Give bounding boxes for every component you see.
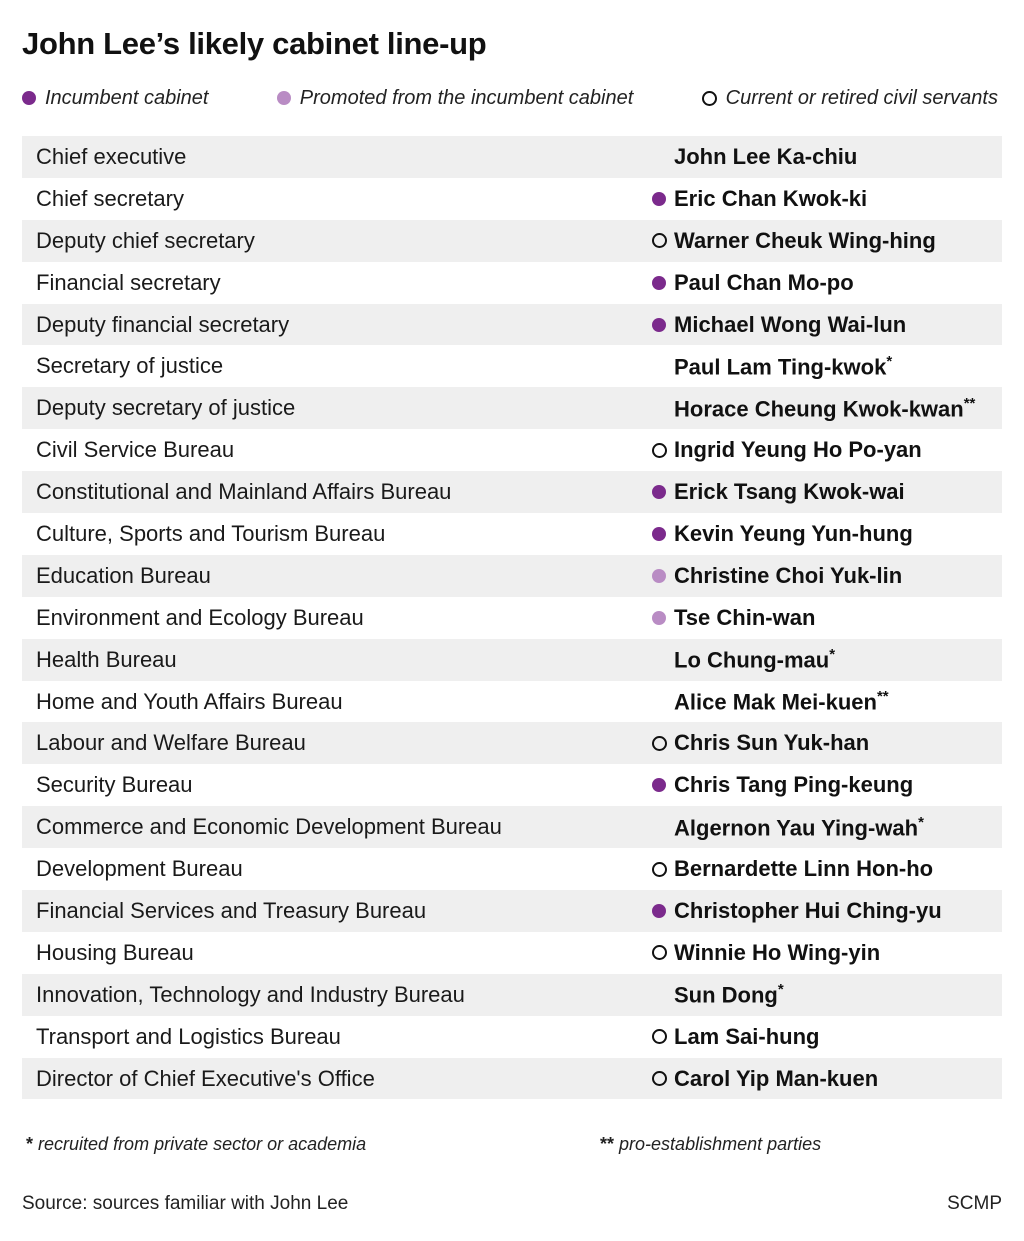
appointee-name-text: Christopher Hui Ching-yu bbox=[674, 897, 942, 923]
hollow-circle-icon bbox=[702, 91, 717, 106]
appointee-name bbox=[674, 814, 924, 841]
footnote-single-asterisk: * bbox=[26, 1134, 34, 1154]
status-marker bbox=[652, 1029, 674, 1044]
appointee-name bbox=[674, 312, 906, 338]
appointee-name bbox=[674, 981, 784, 1008]
appointee-name-text: John Lee Ka-chiu bbox=[674, 143, 858, 169]
legend-label-promoted: Promoted from the incumbent cabinet bbox=[299, 86, 634, 109]
appointee-name-text: Paul Lam Ting-kwok bbox=[674, 354, 887, 380]
table-row bbox=[22, 932, 1002, 974]
role-label: Housing Bureau bbox=[36, 939, 194, 965]
appointee-name bbox=[674, 1024, 819, 1050]
footnote-pro-establishment bbox=[600, 1134, 821, 1155]
table-row bbox=[22, 848, 1002, 890]
light-purple-dot-icon bbox=[277, 91, 291, 105]
appointee-name-text: Lo Chung-mau bbox=[674, 647, 830, 673]
status-marker bbox=[652, 443, 674, 458]
appointee-name-text: Lam Sai-hung bbox=[674, 1023, 820, 1049]
appointee-name bbox=[674, 521, 913, 547]
table-row bbox=[22, 471, 1002, 513]
role-label: Labour and Welfare Bureau bbox=[36, 730, 306, 756]
footnote-marker: * bbox=[777, 981, 784, 999]
footnote-marker: * bbox=[918, 813, 924, 831]
status-marker bbox=[652, 485, 674, 499]
appointee-name bbox=[674, 605, 815, 631]
appointee-name-text: Christine Choi Yuk-lin bbox=[674, 562, 903, 588]
appointee-name bbox=[674, 646, 835, 673]
appointee-name-text: Carol Yip Man-kuen bbox=[674, 1065, 879, 1091]
appointee-name-text: Winnie Ho Wing-yin bbox=[674, 939, 881, 965]
role-label: Financial Services and Treasury Bureau bbox=[36, 897, 427, 923]
appointee-name bbox=[674, 353, 892, 380]
role-label: Innovation, Technology and Industry Bureau bbox=[36, 981, 465, 1007]
status-marker bbox=[652, 862, 674, 877]
appointee-name bbox=[674, 856, 933, 882]
table-row bbox=[22, 639, 1002, 681]
legend-label-civil-servants: Current or retired civil servants bbox=[725, 86, 998, 109]
appointee-name bbox=[674, 270, 854, 296]
footnote-marker: ** bbox=[876, 687, 889, 705]
footnote-double-asterisk: ** bbox=[600, 1134, 615, 1154]
appointee-name bbox=[674, 772, 913, 798]
role-label: Environment and Ecology Bureau bbox=[36, 604, 364, 630]
appointee-name-text: Kevin Yeung Yun-hung bbox=[674, 520, 913, 546]
appointee-name-text: Paul Chan Mo-po bbox=[674, 269, 854, 295]
status-marker bbox=[652, 736, 674, 751]
table-row bbox=[22, 1058, 1002, 1100]
filled-purple-dot-icon bbox=[652, 904, 666, 918]
appointee-name bbox=[674, 228, 936, 254]
table-row bbox=[22, 555, 1002, 597]
role-label: Deputy secretary of justice bbox=[36, 395, 296, 421]
filled-purple-dot-icon bbox=[652, 276, 666, 290]
hollow-circle-icon bbox=[652, 443, 667, 458]
table-row bbox=[22, 513, 1002, 555]
appointee-name bbox=[674, 479, 905, 505]
source-note: Source: sources familiar with John Lee bbox=[22, 1193, 349, 1214]
legend-item-incumbent bbox=[22, 87, 208, 110]
role-label: Constitutional and Mainland Affairs Bureau bbox=[36, 479, 452, 505]
appointee-name bbox=[674, 1066, 878, 1092]
appointee-name-text: Chris Sun Yuk-han bbox=[674, 730, 870, 756]
appointee-name-text: Bernardette Linn Hon-ho bbox=[674, 856, 934, 882]
table-row bbox=[22, 345, 1002, 387]
light-purple-dot-icon bbox=[652, 569, 666, 583]
hollow-circle-icon bbox=[652, 1029, 667, 1044]
role-label: Chief executive bbox=[36, 143, 187, 169]
footnote-single-text: recruited from private sector or academia bbox=[38, 1134, 367, 1154]
role-label: Development Bureau bbox=[36, 856, 243, 882]
appointee-name bbox=[674, 186, 867, 212]
filled-purple-dot-icon bbox=[22, 91, 36, 105]
appointee-name bbox=[674, 688, 889, 715]
status-marker bbox=[652, 778, 674, 792]
status-marker bbox=[652, 318, 674, 332]
legend-label-incumbent: Incumbent cabinet bbox=[45, 86, 209, 109]
filled-purple-dot-icon bbox=[652, 192, 666, 206]
role-label: Security Bureau bbox=[36, 772, 193, 798]
legend-item-civil-servants bbox=[702, 87, 998, 110]
role-label: Health Bureau bbox=[36, 646, 177, 672]
role-label: Culture, Sports and Tourism Bureau bbox=[36, 520, 386, 546]
appointee-name-text: Alice Mak Mei-kuen bbox=[674, 689, 877, 715]
appointee-name-text: Tse Chin-wan bbox=[674, 604, 816, 630]
status-marker bbox=[652, 945, 674, 960]
appointee-name-text: Ingrid Yeung Ho Po-yan bbox=[674, 437, 922, 463]
appointee-name bbox=[674, 437, 922, 463]
status-marker bbox=[652, 569, 674, 583]
role-label: Commerce and Economic Development Bureau bbox=[36, 814, 502, 840]
footnote-marker: * bbox=[886, 352, 893, 370]
appointee-name bbox=[674, 940, 880, 966]
table-row bbox=[22, 890, 1002, 932]
appointee-name-text: Erick Tsang Kwok-wai bbox=[674, 479, 905, 505]
table-row bbox=[22, 722, 1002, 764]
status-marker bbox=[652, 233, 674, 248]
appointee-name-text: Michael Wong Wai-lun bbox=[674, 311, 907, 337]
appointee-name bbox=[674, 144, 857, 170]
status-marker bbox=[652, 611, 674, 625]
appointee-name-text: Warner Cheuk Wing-hing bbox=[674, 227, 936, 253]
status-marker bbox=[652, 1071, 674, 1086]
appointee-name bbox=[674, 898, 942, 924]
table-row bbox=[22, 304, 1002, 346]
table-row bbox=[22, 597, 1002, 639]
role-label: Financial secretary bbox=[36, 269, 221, 295]
hollow-circle-icon bbox=[652, 233, 667, 248]
appointee-name bbox=[674, 563, 902, 589]
table-row bbox=[22, 806, 1002, 848]
footnote-private-sector bbox=[26, 1134, 366, 1155]
table-row bbox=[22, 262, 1002, 304]
filled-purple-dot-icon bbox=[652, 778, 666, 792]
appointee-name bbox=[674, 395, 975, 422]
role-label: Director of Chief Executive's Office bbox=[36, 1065, 375, 1091]
hollow-circle-icon bbox=[652, 945, 667, 960]
appointee-name-text: Algernon Yau Ying-wah bbox=[674, 814, 919, 840]
light-purple-dot-icon bbox=[652, 611, 666, 625]
filled-purple-dot-icon bbox=[652, 485, 666, 499]
filled-purple-dot-icon bbox=[652, 527, 666, 541]
table-row bbox=[22, 136, 1002, 178]
cabinet-table bbox=[22, 136, 1002, 1099]
table-row bbox=[22, 429, 1002, 471]
status-marker bbox=[652, 904, 674, 918]
role-label: Education Bureau bbox=[36, 562, 211, 588]
role-label: Transport and Logistics Bureau bbox=[36, 1023, 341, 1049]
appointee-name-text: Horace Cheung Kwok-kwan bbox=[674, 395, 964, 421]
role-label: Home and Youth Affairs Bureau bbox=[36, 688, 343, 714]
role-label: Chief secretary bbox=[36, 185, 184, 211]
hollow-circle-icon bbox=[652, 736, 667, 751]
table-row bbox=[22, 764, 1002, 806]
table-row bbox=[22, 681, 1002, 723]
hollow-circle-icon bbox=[652, 1071, 667, 1086]
page-title: John Lee’s likely cabinet line-up bbox=[22, 26, 487, 61]
role-label: Deputy chief secretary bbox=[36, 227, 255, 253]
status-marker bbox=[652, 527, 674, 541]
appointee-name-text: Eric Chan Kwok-ki bbox=[674, 185, 868, 211]
table-row bbox=[22, 178, 1002, 220]
role-label: Deputy financial secretary bbox=[36, 311, 290, 337]
footnote-marker: * bbox=[829, 645, 836, 663]
legend-item-promoted bbox=[277, 87, 634, 110]
legend bbox=[22, 84, 998, 112]
table-row bbox=[22, 1016, 1002, 1058]
footnote-double-text: pro-establishment parties bbox=[619, 1134, 822, 1154]
footnote-marker: ** bbox=[963, 394, 976, 412]
credit-label: SCMP bbox=[947, 1193, 1002, 1214]
table-row bbox=[22, 387, 1002, 429]
appointee-name-text: Sun Dong bbox=[674, 982, 778, 1008]
status-marker bbox=[652, 276, 674, 290]
role-label: Civil Service Bureau bbox=[36, 437, 235, 463]
status-marker bbox=[652, 192, 674, 206]
appointee-name-text: Chris Tang Ping-keung bbox=[674, 772, 914, 798]
filled-purple-dot-icon bbox=[652, 318, 666, 332]
table-row bbox=[22, 220, 1002, 262]
hollow-circle-icon bbox=[652, 862, 667, 877]
table-row bbox=[22, 974, 1002, 1016]
role-label: Secretary of justice bbox=[36, 353, 224, 379]
appointee-name bbox=[674, 730, 869, 756]
